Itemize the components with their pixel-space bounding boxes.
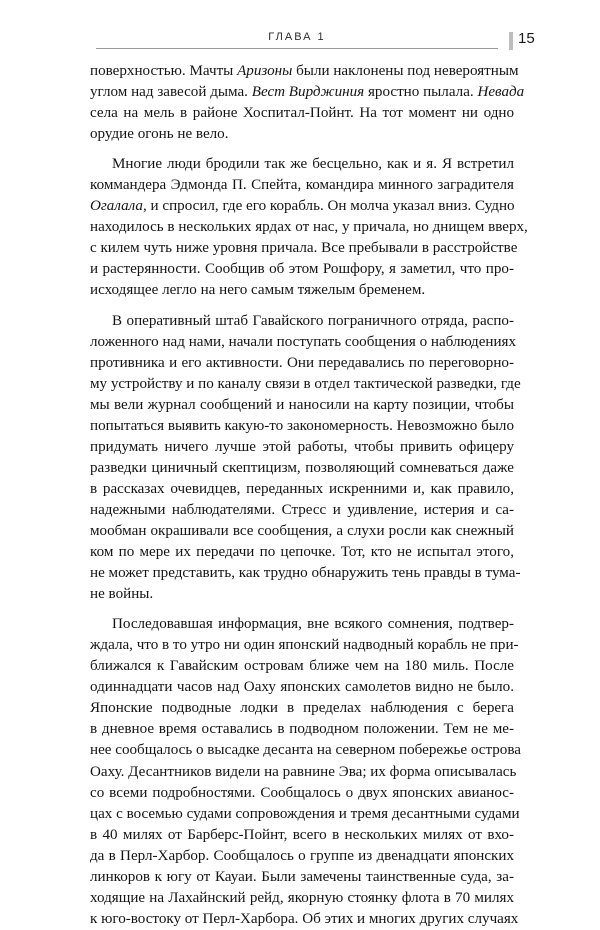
- italic-ship-name: Невада: [477, 84, 525, 101]
- running-header: [0, 0, 600, 56]
- text-line: му устройству и по каналу связи в отдел тактической разведки, где: [90, 375, 521, 392]
- text-line: придумать ничего лучше этой работы, чтобы привить офицеру: [90, 438, 514, 455]
- text-line: с килем чуть ниже уровня причала. Все пребывали в расстройстве: [90, 240, 518, 257]
- text-line: исходящее легло на него самым тяжелым бременем.: [90, 282, 426, 299]
- paragraph: [90, 154, 528, 301]
- paragraph: [90, 61, 525, 145]
- text-line: в 40 милях от Барберс-Пойнт, всего в нескольких милях от вхо-: [90, 826, 514, 843]
- text-line: линкоров к югу от Кауаи. Были замечены таинственные суда, за-: [90, 868, 514, 885]
- text-line: Японские подводные лодки в пределах наблюдения с берега: [90, 700, 514, 717]
- text-line: к юго-востоку от Перл-Харбора. Об этих и многих других случаях: [90, 910, 519, 927]
- text-line: в рассказах очевидцев, переданных искренними и, как правило,: [90, 480, 514, 497]
- text-line: Многие люди бродили так же бесцельно, как и я. Я встретил: [112, 156, 514, 173]
- text-line: села на мель в районе Хоспитал-Пойнт. На тот момент ни одно: [90, 105, 514, 122]
- header-divider: [509, 32, 513, 50]
- text-line: не войны.: [90, 586, 154, 603]
- text-line: коммандера Эдмонда П. Спейта, командира минного заградителя: [90, 177, 514, 194]
- text-line: ближался к Гавайским островам ближе чем на 180 миль. После: [90, 658, 514, 675]
- text-line: одиннадцати часов над Оаху японских самолетов видно не было.: [90, 679, 514, 696]
- text-line: ждала, что в то утро ни один японский надводный корабль не при-: [90, 637, 519, 654]
- text-line: ложенного над нами, начали поступать сообщения о наблюдениях: [90, 333, 517, 350]
- text-line: углом над завесой дыма. Вест Вирджиния яростно пылала. Невада: [90, 84, 525, 101]
- page-number: 15: [518, 30, 535, 47]
- text-line: орудие огонь не вело.: [90, 126, 229, 143]
- text-line: цах с восемью судами сопровождения и тремя десантными судами: [90, 805, 520, 822]
- paragraph: [90, 311, 521, 606]
- text-line: Последовавшая информация, вне всякого сомнения, подтвер-: [112, 616, 514, 633]
- text-line: нее сообщалось о высадке десанта на северном побережье острова: [90, 742, 521, 759]
- text-line: Оаху. Десантников видели на равнине Эва; их форма описывалась: [90, 763, 517, 780]
- text-line: надежными наблюдателями. Стресс и удивление, истерия и са-: [90, 501, 514, 518]
- text-line: мы вели журнал сообщений и наносили на карту позиции, чтобы: [90, 396, 514, 413]
- text-line: мообман окрашивали все сообщения, а слухи росли как снежный: [90, 522, 514, 539]
- body-text: [90, 61, 528, 930]
- paragraph: [90, 614, 521, 930]
- text-line: находилось в нескольких ярдах от нас, у причала, но днищем вверх,: [90, 219, 528, 236]
- text-line: противника и его активности. Они передавались по переговорно-: [90, 354, 514, 371]
- text-line: ком по мере их передачи по цепочке. Тот, кто не испытал этого,: [90, 544, 514, 561]
- text-line: со всеми подробностями. Сообщалось о двух японских авианос-: [90, 784, 514, 801]
- text-line: Огалала, и спросил, где его корабль. Он молча указал вниз. Судно: [90, 198, 515, 215]
- header-rule: [96, 48, 498, 49]
- text-line: разведки циничный скептицизм, позволяющий сомневаться даже: [90, 459, 514, 476]
- text-line: да в Перл-Харбор. Сообщалось о группе из двенадцати японских: [90, 847, 514, 864]
- italic-ship-name: Огалала: [90, 198, 143, 215]
- text-line: ходящие на Лахайнский рейд, якорную стоянку флота в 70 милях: [90, 889, 514, 906]
- italic-ship-name: Аризоны: [237, 63, 293, 79]
- text-line: не может представить, как трудно обнаружить тень правды в тума-: [90, 565, 521, 582]
- text-line: В оперативный штаб Гавайского пограничного отряда, распо-: [112, 312, 514, 329]
- text-line: попытаться выявить какую-то закономерность. Невозможно было: [90, 417, 514, 434]
- text-line: поверхностью. Мачты Аризоны были наклонены под невероятным: [90, 63, 519, 79]
- text-line: в дневное время оставались в подводном положении. Тем не ме-: [90, 721, 514, 738]
- text-line: и растерянности. Сообщив об этом Рошфору, я заметил, что про-: [90, 261, 514, 278]
- chapter-title: ГЛАВА 1: [268, 31, 326, 43]
- italic-ship-name: Вест Вирджиния: [251, 84, 365, 101]
